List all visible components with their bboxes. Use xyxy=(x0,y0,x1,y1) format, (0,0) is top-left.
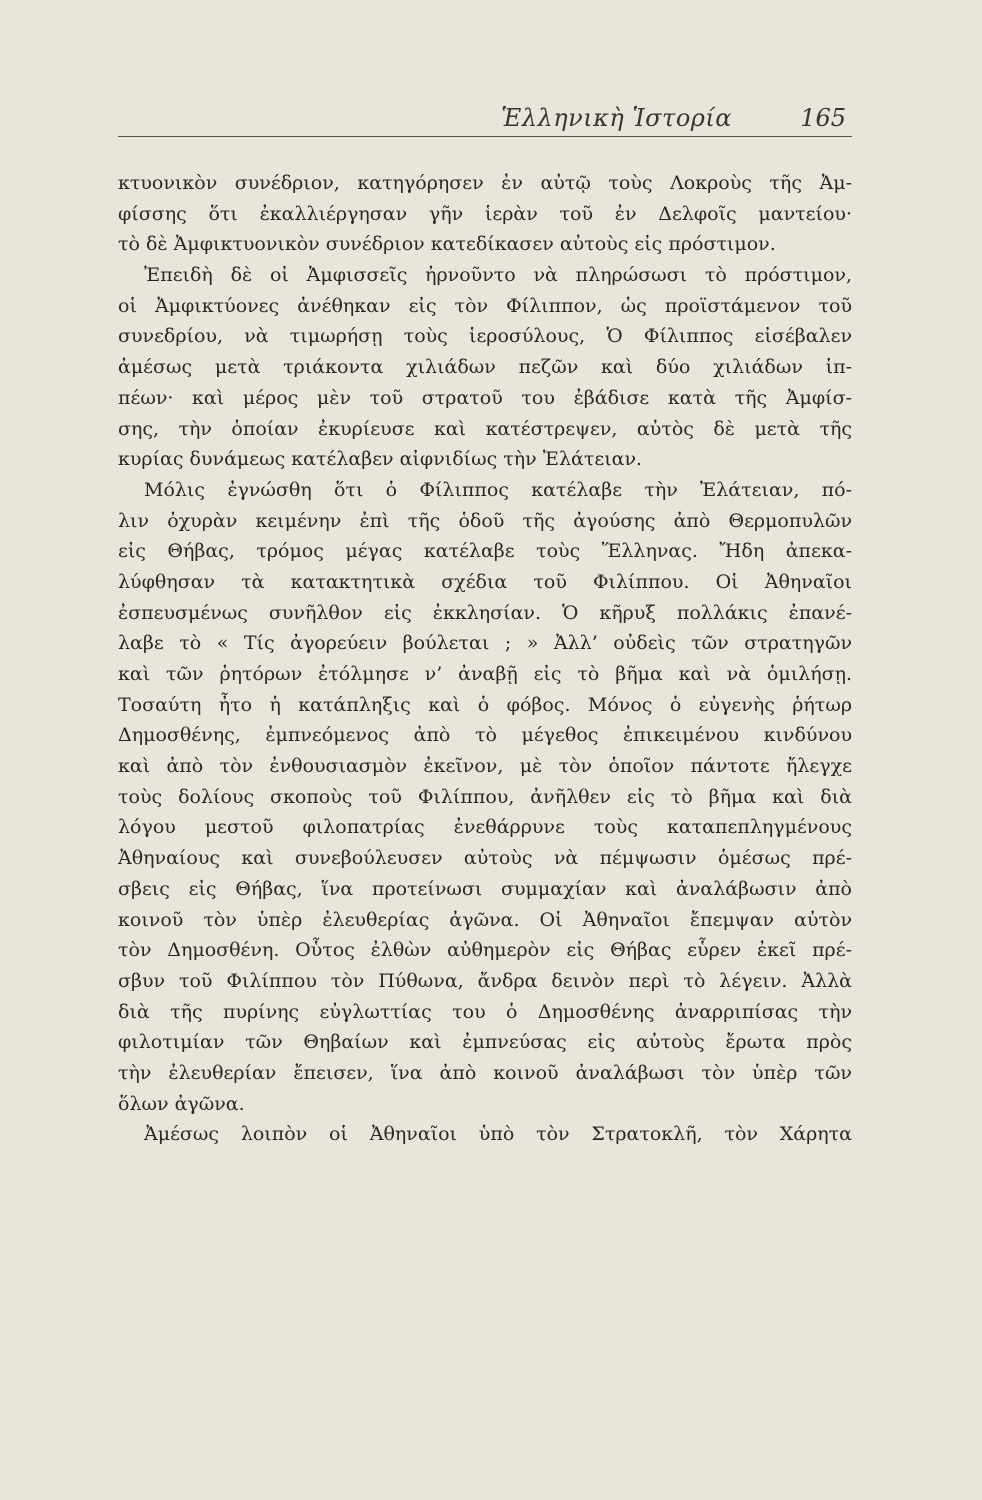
text-line: τὸν Δημοσθένη. Οὗτος ἐλθὼν αὐθημερὸν εἰς Θήβας εὗρεν ἐκεῖ πρέ- xyxy=(118,939,852,962)
text-line: Ἐπειδὴ δὲ οἱ Ἀμφισσεῖς ἠρνοῦντο νὰ πληρώσωσι τὸ πρόστιμον, xyxy=(144,264,852,287)
text-line: εἰς Θήβας, τρόμος μέγας κατέλαβε τοὺς Ἕλληνας. Ἤδη ἀπεκα- xyxy=(118,540,852,563)
text-line: Δημοσθένης, ἐμπνεόμενος ἀπὸ τὸ μέγεθος ἐπικειμένου κινδύνου xyxy=(118,724,852,747)
text-line: ἐσπευσμένως συνῆλθον εἰς ἐκκλησίαν. Ὁ κῆρυξ πολλάκις ἐπανέ- xyxy=(118,601,852,624)
text-line: κοινοῦ τὸν ὑπὲρ ἐλευθερίας ἀγῶνα. Οἱ Ἀθηναῖοι ἔπεμψαν αὐτὸν xyxy=(118,908,852,931)
text-line: ἀμέσως μετὰ τριάκοντα χιλιάδων πεζῶν καὶ δύο χιλιάδων ἱπ- xyxy=(118,356,852,379)
text-line: σβυν τοῦ Φιλίππου τὸν Πύθωνα, ἄνδρα δεινὸν περὶ τὸ λέγειν. Ἀλλὰ xyxy=(118,969,852,992)
text-line: τὸ δὲ Ἀμφικτυονικὸν συνέδριον κατεδίκασεν αὐτοὺς εἰς πρόστιμον. xyxy=(118,233,776,256)
body-text xyxy=(118,168,852,1150)
text-line: καὶ τῶν ῥητόρων ἐτόλμησε ν’ ἀναβῇ εἰς τὸ βῆμα καὶ νὰ ὁμιλήσῃ. xyxy=(118,663,852,685)
text-line: λύφθησαν τὰ κατακτητικὰ σχέδια τοῦ Φιλίππου. Οἱ Ἀθηναῖοι xyxy=(118,570,852,593)
text-line: διὰ τῆς πυρίνης εὐγλωττίας του ὁ Δημοσθένης ἀναρριπίσας τὴν xyxy=(118,1000,852,1023)
text-line: φιλοτιμίαν τῶν Θηβαίων καὶ ἐμπνεύσας εἰς αὐτοὺς ἔρωτα πρὸς xyxy=(118,1031,852,1054)
text-line: κτυονικὸν συνέδριον, κατηγόρησεν ἐν αὐτῷ τοὺς Λοκροὺς τῆς Ἀμ- xyxy=(118,172,852,194)
text-line: καὶ ἀπὸ τὸν ἐνθουσιασμὸν ἐκεῖνον, μὲ τὸν ὁποῖον πάντοτε ἤλεγχε xyxy=(118,755,852,778)
text-line: σβεις εἰς Θήβας, ἵνα προτείνωσι συμμαχίαν καὶ ἀναλάβωσιν ἀπὸ xyxy=(118,877,852,900)
text-line: κυρίας δυνάμεως κατέλαβεν αἰφνιδίως τὴν Ἐλάτειαν. xyxy=(118,448,643,471)
text-line: λιν ὀχυρὰν κειμένην ἐπὶ τῆς ὁδοῦ τῆς ἀγούσης ἀπὸ Θερμοπυλῶν xyxy=(118,509,852,532)
running-title: Ἑλληνικὴ Ἱστορία xyxy=(501,104,732,132)
page-number: 165 xyxy=(800,104,846,132)
text-line: οἱ Ἀμφικτύονες ἀνέθηκαν εἰς τὸν Φίλιππον, ὡς προϊστάμενον τοῦ xyxy=(118,294,852,317)
text-line: Μόλις ἐγνώσθη ὅτι ὁ Φίλιππος κατέλαβε τὴν Ἐλάτειαν, πό- xyxy=(144,478,852,501)
text-line: τὴν ἐλευθερίαν ἔπεισεν, ἵνα ἀπὸ κοινοῦ ἀναλάβωσι τὸν ὑπὲρ τῶν xyxy=(118,1061,852,1084)
text-line: σης, τὴν ὁποίαν ἐκυρίευσε καὶ κατέστρεψεν, αὐτὸς δὲ μετὰ τῆς xyxy=(118,417,852,440)
text-line: φίσσης ὅτι ἐκαλλιέργησαν γῆν ἱερὰν τοῦ ἐν Δελφοῖς μαντείου· xyxy=(118,202,852,225)
text-line: συνεδρίου, νὰ τιμωρήσῃ τοὺς ἱεροσύλους, Ὁ Φίλιππος εἰσέβαλεν xyxy=(118,325,852,348)
text-line: Τοσαύτη ἦτο ἡ κατάπληξις καὶ ὁ φόβος. Μόνος ὁ εὐγενὴς ῥήτωρ xyxy=(118,693,852,716)
header-rule xyxy=(118,136,852,137)
text-line: Ἀθηναίους καὶ συνεβούλευσεν αὐτοὺς νὰ πέμψωσιν ὁμέσως πρέ- xyxy=(118,847,852,870)
text-line: λαβε τὸ « Τίς ἀγορεύειν βούλεται ; » Ἀλλ’ οὐδεὶς τῶν στρατηγῶν xyxy=(118,632,852,655)
running-header xyxy=(118,104,852,134)
text-line: τοὺς δολίους σκοποὺς τοῦ Φιλίππου, ἀνῆλθεν εἰς τὸ βῆμα καὶ διὰ xyxy=(118,785,852,808)
text-line: Ἀμέσως λοιπὸν οἱ Ἀθηναῖοι ὑπὸ τὸν Στρατοκλῆ, τὸν Χάρητα xyxy=(144,1123,852,1146)
text-line: λόγου μεστοῦ φιλοπατρίας ἐνεθάρρυνε τοὺς καταπεπληγμένους xyxy=(118,816,852,839)
text-line: ὅλων ἀγῶνα. xyxy=(118,1092,245,1115)
text-line: πέων· καὶ μέρος μὲν τοῦ στρατοῦ του ἐβάδισε κατὰ τῆς Ἀμφίσ- xyxy=(118,386,852,409)
